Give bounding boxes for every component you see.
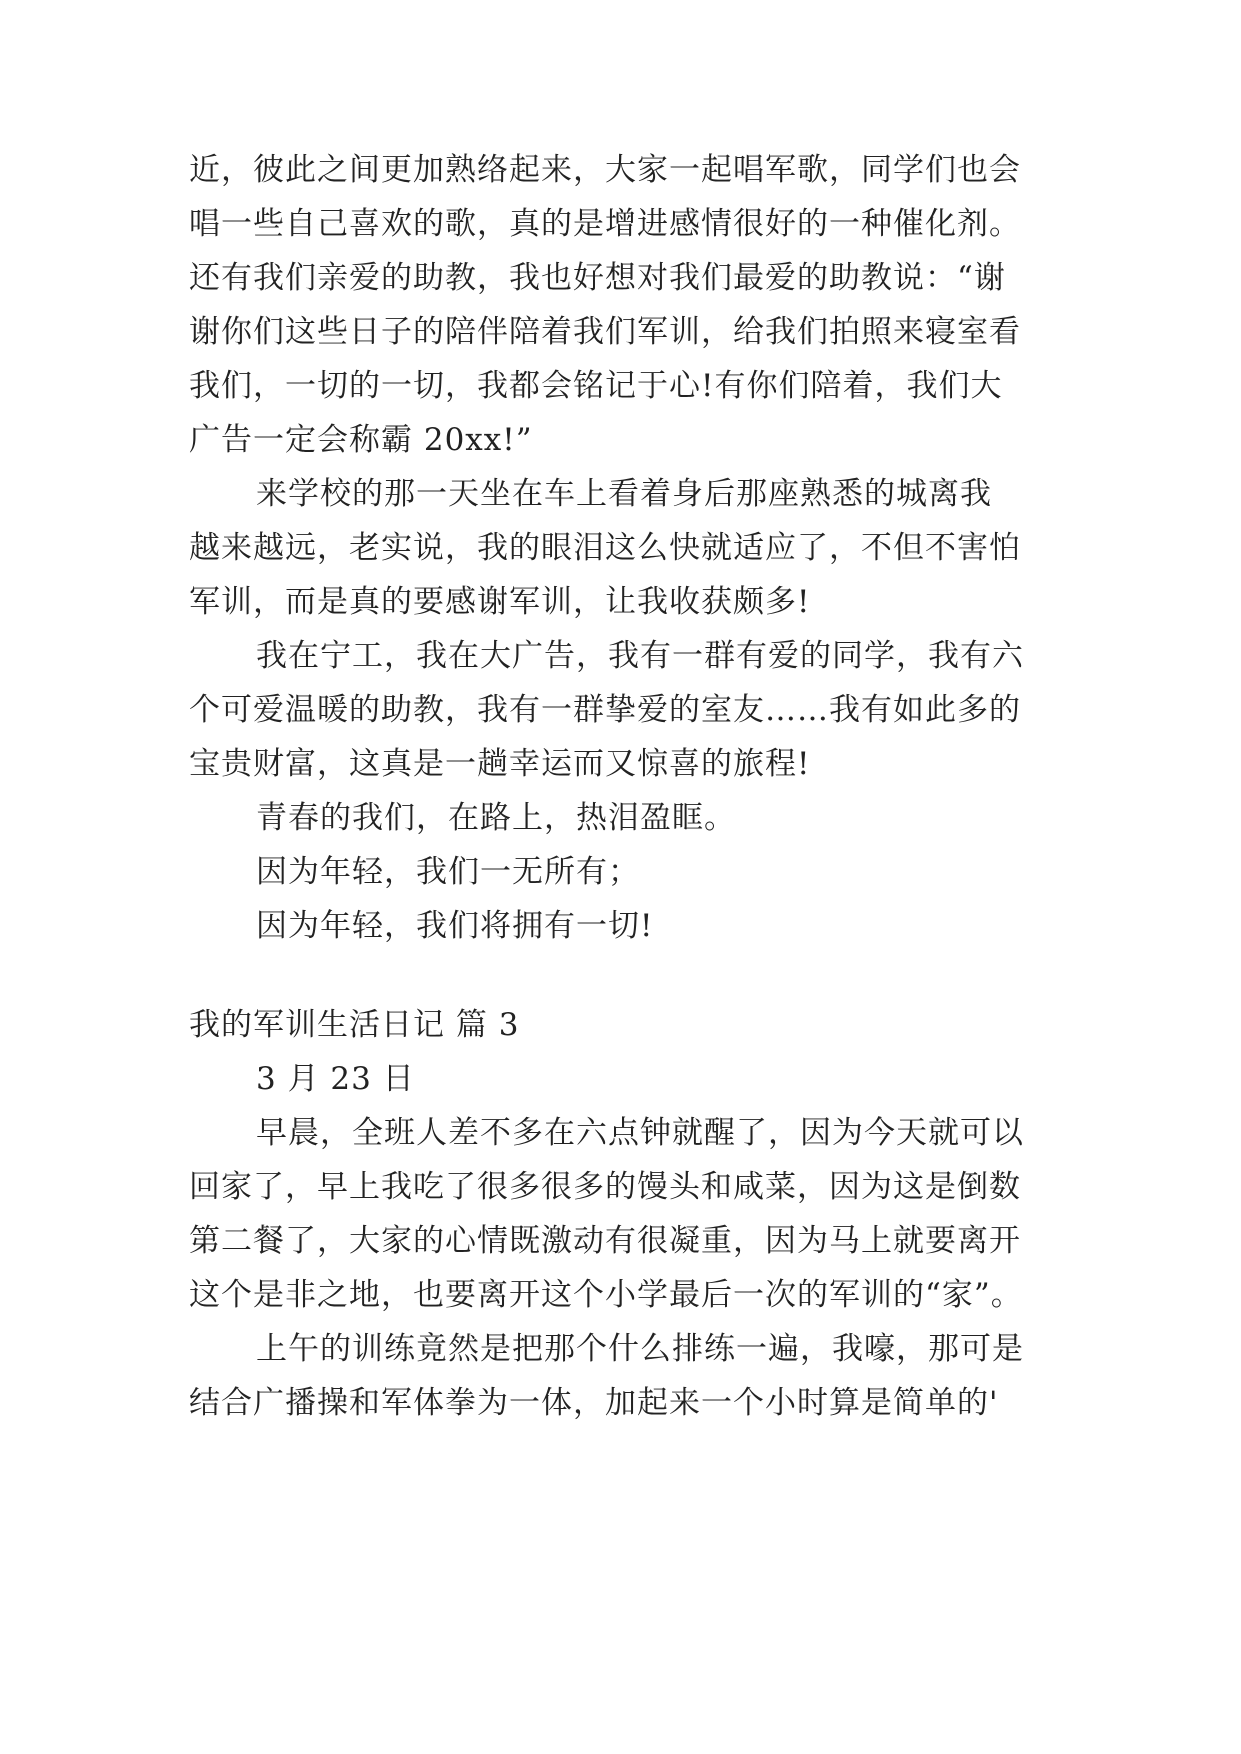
paragraph-line: 早晨，全班人差不多在六点钟就醒了，因为今天就可以	[256, 1115, 1024, 1151]
paragraph-line: 近，彼此之间更加熟络起来，大家一起唱军歌，同学们也会	[189, 152, 1021, 188]
paragraph-line: 越来越远，老实说，我的眼泪这么快就适应了，不但不害怕	[189, 530, 1021, 566]
paragraph-line: 第二餐了，大家的心情既激动有很凝重，因为马上就要离开	[189, 1223, 1021, 1259]
paragraph-line: 因为年轻，我们将拥有一切!	[256, 908, 654, 944]
paragraph-line: 结合广播操和军体拳为一体，加起来一个小时算是简单的'	[189, 1385, 999, 1421]
paragraph-line: 谢你们这些日子的陪伴陪着我们军训，给我们拍照来寝室看	[189, 314, 1021, 350]
paragraph-line: 青春的我们，在路上，热泪盈眶。	[256, 800, 736, 836]
paragraph-line: 广告一定会称霸 20xx!”	[189, 422, 533, 458]
section-title: 我的军训生活日记 篇 3	[189, 1007, 520, 1043]
paragraph-line: 这个是非之地，也要离开这个小学最后一次的军训的“家”。	[189, 1277, 1023, 1313]
paragraph-line: 我在宁工，我在大广告，我有一群有爱的同学，我有六	[256, 638, 1024, 674]
paragraph-line: 来学校的那一天坐在车上看着身后那座熟悉的城离我	[256, 476, 992, 512]
paragraph-line: 宝贵财富，这真是一趟幸运而又惊喜的旅程!	[189, 746, 811, 782]
paragraph-line: 上午的训练竟然是把那个什么排练一遍，我嚎，那可是	[256, 1331, 1024, 1367]
entry-date: 3 月 23 日	[256, 1061, 415, 1097]
paragraph-line: 个可爱温暖的助教，我有一群挚爱的室友……我有如此多的	[189, 692, 1021, 728]
paragraph-line: 军训，而是真的要感谢军训，让我收获颇多!	[189, 584, 811, 620]
paragraph-line: 回家了，早上我吃了很多很多的馒头和咸菜，因为这是倒数	[189, 1169, 1021, 1205]
paragraph-line: 还有我们亲爱的助教，我也好想对我们最爱的助教说：“谢	[189, 260, 1006, 296]
paragraph-line: 因为年轻，我们一无所有；	[256, 854, 640, 890]
paragraph-line: 我们，一切的一切，我都会铭记于心!有你们陪着，我们大	[189, 368, 1003, 404]
paragraph-line: 唱一些自己喜欢的歌，真的是增进感情很好的一种催化剂。	[189, 206, 1021, 242]
